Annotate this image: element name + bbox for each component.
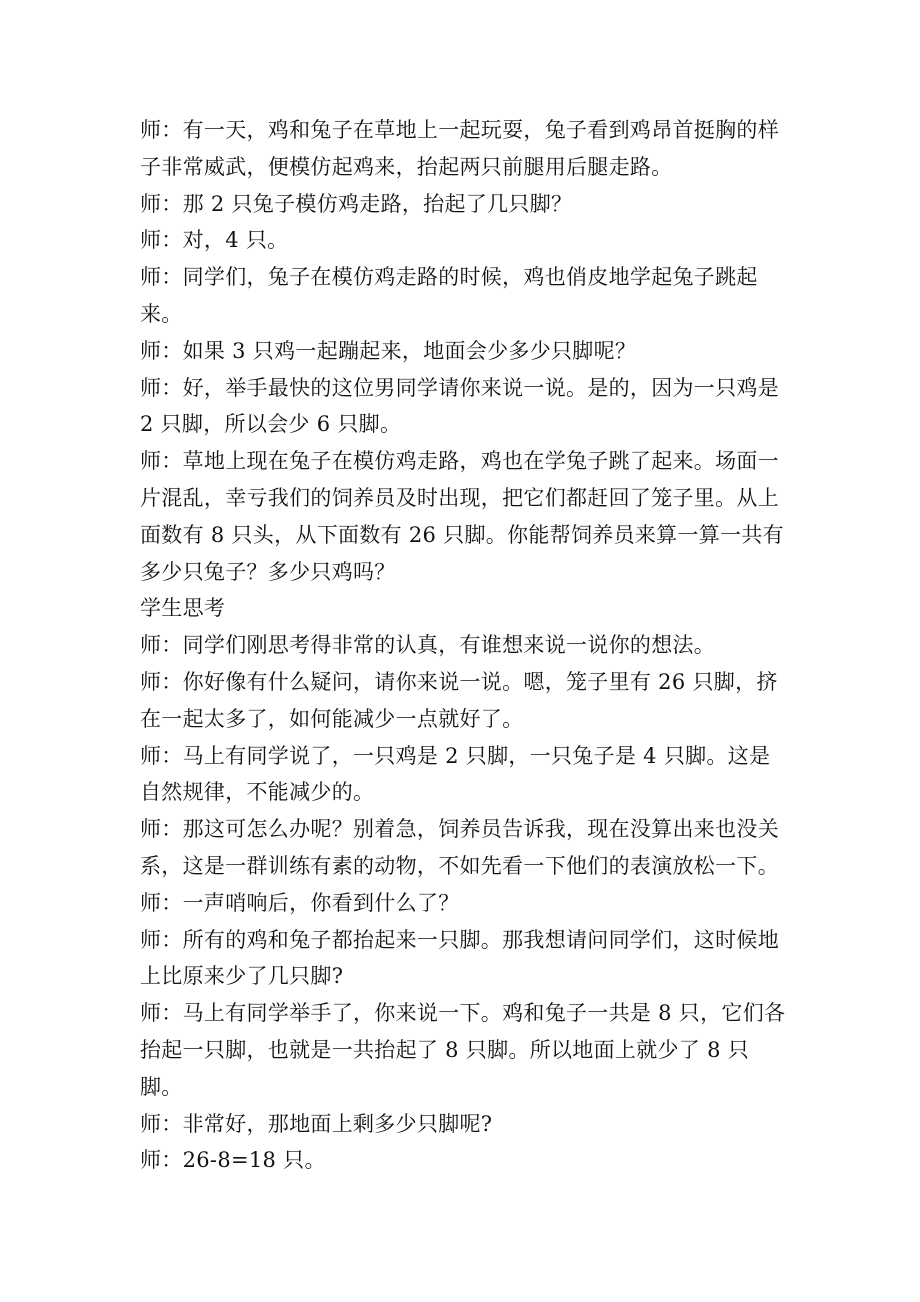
paragraph: 师：同学们，兔子在模仿鸡走路的时候，鸡也俏皮地学起兔子跳起来。 (140, 265, 758, 326)
paragraph: 师：一声哨响后，你看到什么了？ (140, 890, 460, 915)
paragraph: 学生思考 (140, 596, 226, 621)
paragraph: 师：那 2 只兔子模仿鸡走路，抬起了几只脚？ (140, 191, 573, 216)
paragraph: 师：同学们刚思考得非常的认真，有谁想来说一说你的想法。 (140, 633, 716, 658)
document-body (140, 112, 790, 1179)
paragraph: 师：对，4 只。 (140, 228, 289, 253)
paragraph: 师：26-8=18 只。 (140, 1148, 326, 1173)
paragraph: 师：马上有同学举手了，你来说一下。鸡和兔子一共是 8 只，它们各抬起一只脚，也就是一共抬起了 8 只脚。所以地面上就少了 8 只脚。 (140, 1001, 786, 1099)
paragraph: 师：好，举手最快的这位男同学请你来说一说。是的，因为一只鸡是 2 只脚，所以会少 6 只脚。 (140, 375, 779, 437)
paragraph: 师：所有的鸡和兔子都抬起来一只脚。那我想请问同学们，这时候地上比原来少了几只脚? (140, 927, 779, 989)
paragraph: 师：有一天，鸡和兔子在草地上一起玩耍，兔子看到鸡昂首挺胸的样子非常威武，便模仿起鸡来，抬起两只前腿用后腿走路。 (140, 118, 779, 179)
paragraph: 师：草地上现在兔子在模仿鸡走路，鸡也在学兔子跳了起来。场面一片混乱，幸亏我们的饲养员及时出现，把它们都赶回了笼子里。从上面数有 8 只头，从下面数有 26 只脚。你能帮饲养员来算一算一共有多少只兔子？多少只鸡吗？ (140, 449, 784, 584)
paragraph: 师：那这可怎么办呢？别着急，饲养员告诉我，现在没算出来也没关系，这是一群训练有素的动物，不如先看一下他们的表演放松一下。 (140, 817, 779, 878)
paragraph: 师：你好像有什么疑问，请你来说一说。嗯，笼子里有 26 只脚，挤在一起太多了，如何能减少一点就好了。 (140, 669, 778, 731)
paragraph: 师：非常好，那地面上剩多少只脚呢? (140, 1111, 493, 1136)
paragraph: 师：马上有同学说了，一只鸡是 2 只脚，一只兔子是 4 只脚。这是自然规律，不能减少的。 (140, 743, 771, 805)
paragraph: 师：如果 3 只鸡一起蹦起来，地面会少多少只脚呢？ (140, 338, 637, 363)
